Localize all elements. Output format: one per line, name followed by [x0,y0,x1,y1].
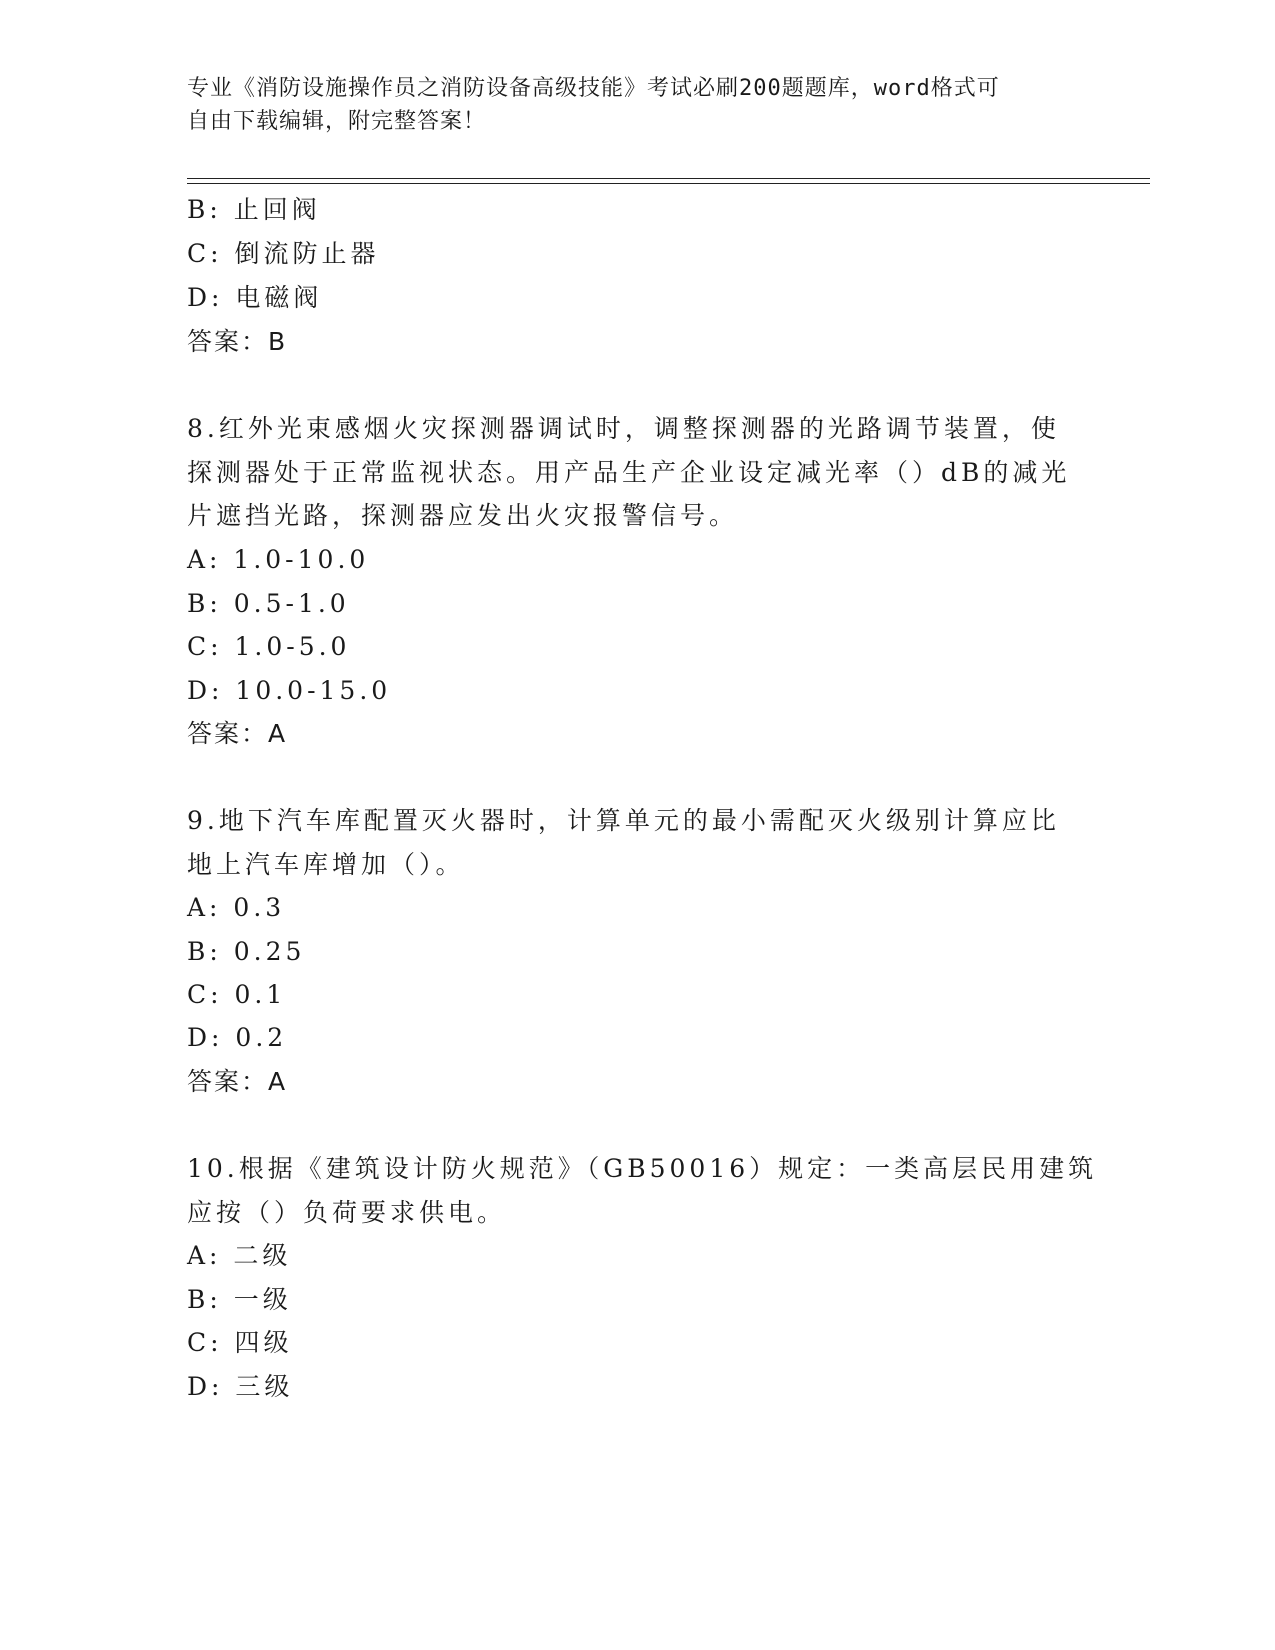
q8-option-d: D: 10.0-15.0 [187,676,392,705]
q9-stem-line-2: 地上汽车库增加（）。 [187,850,465,879]
q8-option-b: B: 0.5-1.0 [187,589,350,618]
q9-option-d: D: 0.2 [187,1023,288,1052]
q10-option-a: A: 二级 [187,1241,292,1270]
q10-stem-line-2: 应按（）负荷要求供电。 [187,1198,507,1227]
q7-answer: 答案：B [187,327,288,356]
q8-stem-line-2: 探测器处于正常监视状态。用产品生产企业设定减光率（）dB的减光 [187,458,1071,487]
q10-option-d: D: 三级 [187,1372,294,1401]
q9-answer: 答案：A [187,1067,288,1096]
q8-stem-line-3: 片遮挡光路，探测器应发出火灾报警信号。 [187,501,739,530]
q9-option-c: C: 0.1 [187,980,287,1009]
q7-option-d: D: 电磁阀 [187,283,323,312]
q8-stem-line-1: 8.红外光束感烟火灾探测器调试时，调整探测器的光路调节装置，使 [187,414,1060,443]
q9-stem-line-1: 9.地下汽车库配置灭火器时，计算单元的最小需配灭火级别计算应比 [187,806,1060,835]
q7-option-c: C: 倒流防止器 [187,239,380,268]
q9-option-b: B: 0.25 [187,937,306,966]
document-header [187,72,1067,138]
header-line-2: 自由下载编辑，附完整答案！ [187,109,487,134]
header-divider-top [187,178,1150,179]
q10-option-b: B: 一级 [187,1285,292,1314]
header-divider-bottom [187,183,1150,184]
q10-stem-line-1: 10.根据《建筑设计防火规范》（GB50016）规定：一类高层民用建筑 [187,1154,1098,1183]
q10-option-c: C: 四级 [187,1328,293,1357]
q8-option-c: C: 1.0-5.0 [187,632,351,661]
header-line-1: 专业《消防设施操作员之消防设备高级技能》考试必刷200题题库，word格式可 [187,76,1000,101]
q8-option-a: A: 1.0-10.0 [187,545,370,574]
q7-option-b: B: 止回阀 [187,195,321,224]
q9-option-a: A: 0.3 [187,893,286,922]
q8-answer: 答案：A [187,719,288,748]
